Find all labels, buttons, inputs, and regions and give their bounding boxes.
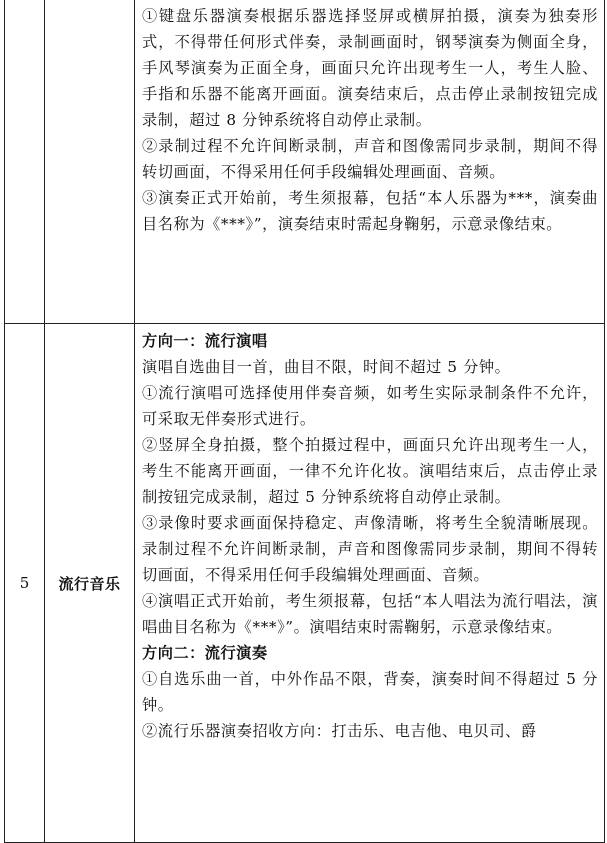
requirement-paragraph: ②录制过程不允许间断录制，声音和图像需同步录制，期间不得转切画面，不得采用任何手段编辑处理画面、音频。 (142, 137, 598, 181)
category-cell (45, 0, 135, 324)
row-number-cell (5, 0, 45, 324)
requirement-paragraph: ①键盘乐器演奏根据乐器选择竖屏或横屏拍摄，演奏为独奏形式，不得带任何形式伴奏，录制画面时，钢琴演奏为侧面全身，手风琴演奏为正面全身，画面只允许出现考生一人，考生人脸、手指和乐器不能离开画面。演奏结束后，点击停止录制按钮完成录制，超过 8 分钟系统将自动停止录制。 (142, 7, 598, 129)
requirement-paragraph: ③演奏正式开始前，考生须报幕，包括“本人乐器为***，演奏曲目名称为《***》”，演奏结束时需起身鞠躬，示意录像结束。 (142, 189, 598, 233)
direction-heading: 方向一：流行演唱 (142, 332, 268, 350)
requirement-paragraph: ②竖屏全身拍摄，整个拍摄过程中，画面只允许出现考生一人，考生不能离开画面，一律不允许化妆。演唱结束后，点击停止录制按钮完成录制，超过 5 分钟系统将自动停止录制。 (142, 436, 598, 506)
row-number-cell: 5 (5, 324, 45, 843)
requirements-cell (135, 0, 605, 324)
requirement-paragraph: ①流行演唱可选择使用伴奏音频，如考生实际录制条件不允许，可采取无伴奏形式进行。 (142, 384, 598, 428)
category-cell: 流行音乐 (45, 324, 135, 843)
requirement-paragraph: 演唱自选曲目一首，曲目不限，时间不超过 5 分钟。 (142, 358, 511, 376)
requirements-cell (135, 324, 605, 843)
direction-heading: 方向二：流行演奏 (142, 644, 268, 662)
requirement-paragraph: ①自选乐曲一首，中外作品不限，背奏，演奏时间不得超过 5 分钟。 (142, 670, 598, 714)
table-row (5, 0, 605, 324)
table-row (5, 324, 605, 843)
requirement-paragraph: ②流行乐器演奏招收方向：打击乐、电吉他、电贝司、爵 (142, 722, 537, 740)
requirement-paragraph: ③录像时要求画面保持稳定、声像清晰，将考生全貌清晰展现。录制过程不允许间断录制，声音和图像需同步录制，期间不得转切画面，不得采用任何手段编辑处理画面、音频。 (142, 514, 598, 584)
requirement-paragraph: ④演唱正式开始前，考生须报幕，包括“本人唱法为流行唱法，演唱曲目名称为《***》”。演唱结束时需鞠躬，示意录像结束。 (142, 592, 598, 636)
requirements-table (4, 0, 605, 843)
